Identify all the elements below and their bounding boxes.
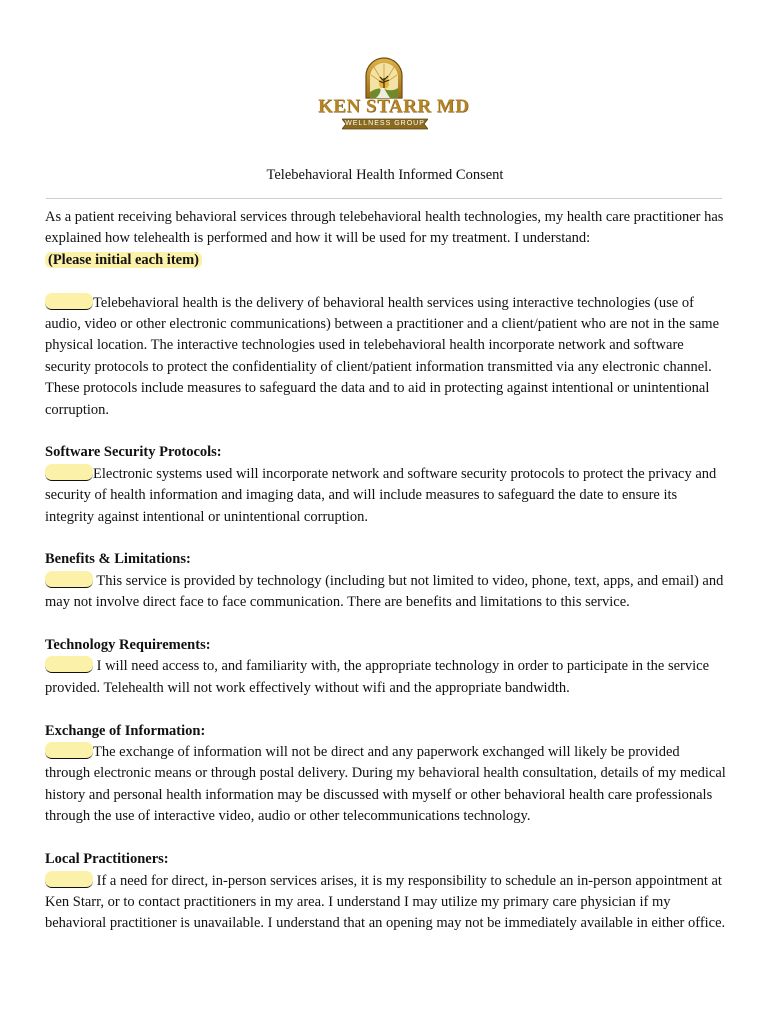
initial-field[interactable] (45, 742, 93, 759)
initial-field[interactable] (45, 871, 93, 888)
consent-item-technology (45, 656, 727, 699)
initial-field[interactable] (45, 571, 93, 588)
consent-item-text: The exchange of information will not be direct and any paperwork exchanged will likely be provided through electronic means or through postal delivery. During my behavioral health consultation, details of my medical history and personal health information may be discussed with myself or other behavioral health care professionals through the use of interactive video, audio or other telecommunications technology. (45, 744, 726, 825)
section-heading-local-practitioners: Local Practitioners: (45, 851, 169, 868)
consent-item-benefits (45, 571, 727, 614)
consent-item-text: If a need for direct, in-person services arises, it is my responsibility to schedule an in-person appointment at Ken Starr, or to contact practitioners in my area. I understand I may utilize my primary care physician if my behavioral practitioner is unavailable. I understand that an opening may not be immediately available in either office. (45, 872, 726, 932)
consent-item-telebehavioral (45, 293, 727, 421)
consent-item-software-security (45, 464, 727, 528)
intro-text: As a patient receiving behavioral services through telebehavioral health technologies, my health care practitioner has explained how telehealth is performed and how it will be used for my treatment. I understand: (45, 209, 724, 247)
logo-tagline: WELLNESS GROUP (345, 120, 425, 127)
document-title: Telebehavioral Health Informed Consent (266, 167, 504, 183)
consent-item-text: I will need access to, and familiarity with, the appropriate technology in order to participate in the service provided. Telehealth will not work effectively without wifi and the appropriate bandwidth. (45, 658, 710, 696)
consent-item-text: This service is provided by technology (including but not limited to video, phone, text, apps, and email) and may not involve direct face to face communication. There are benefits and limitations to this service. (45, 572, 724, 611)
intro-paragraph (45, 207, 727, 271)
section-heading-exchange: Exchange of Information: (45, 722, 206, 739)
consent-item-text: Electronic systems used will incorporate network and software security protocols to protect the privacy and security of health information and imaging data, and will include measures to safeguard the date to ensure its integrity against intentional or unintentional corruption. (45, 465, 717, 525)
initial-field[interactable] (45, 656, 93, 673)
title-divider (46, 198, 722, 199)
initial-field[interactable] (45, 293, 93, 310)
section-heading-software-security: Software Security Protocols: (45, 444, 222, 461)
company-logo (318, 54, 470, 134)
initial-field[interactable] (45, 464, 93, 481)
document-body (45, 207, 727, 935)
section-heading-benefits: Benefits & Limitations: (45, 551, 191, 568)
consent-item-text: Telebehavioral health is the delivery of behavioral health services using interactive technologies (use of audio, video or other electronic communications) between a practitioner and a client/patient who are not in the same physical location. The interactive technologies used in telebehavioral health incorporate network and software security protocols to protect the confidentiality of client/patient information transmitted via any electronic channel. These protocols include measures to safeguard the data and to aid in protecting against intentional or unintentional corruption. (45, 294, 720, 418)
logo-wordmark: KEN STARR MD (318, 96, 470, 117)
section-heading-technology: Technology Requirements: (45, 637, 211, 654)
initial-instruction: (Please initial each item) (45, 252, 202, 268)
sunrise-tree-emblem-icon (362, 54, 406, 100)
consent-item-local-practitioners (45, 871, 727, 935)
consent-item-exchange (45, 742, 727, 828)
